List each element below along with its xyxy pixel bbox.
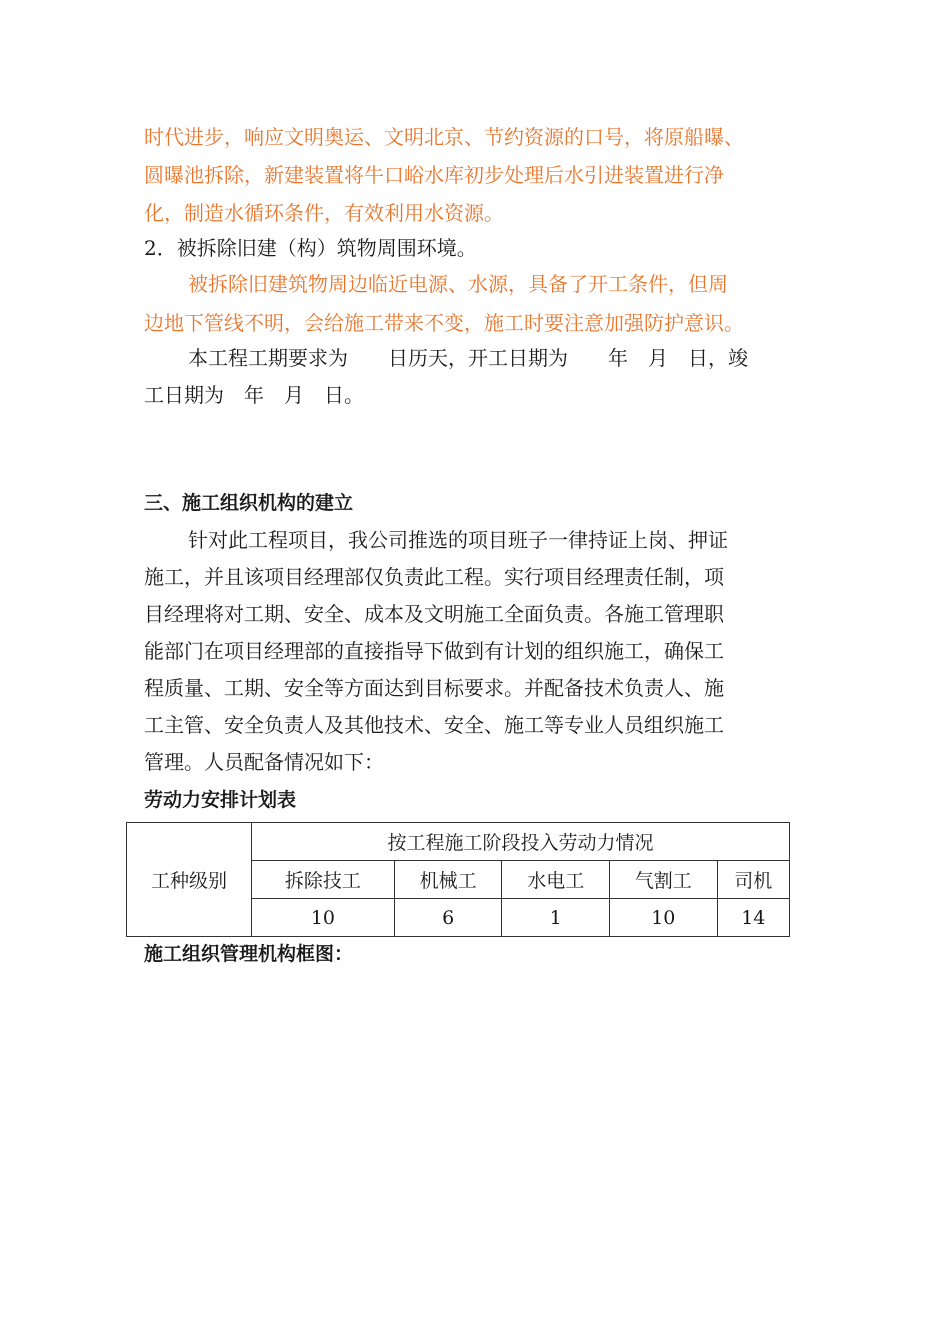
paragraph-line: 工主管、安全负责人及其他技术、安全、施工等专业人员组织施工 bbox=[144, 713, 724, 737]
paragraph-line: 目经理将对工期、安全、成本及文明施工全面负责。各施工管理职 bbox=[144, 602, 724, 626]
section-heading: 三、施工组织机构的建立 bbox=[144, 492, 354, 514]
labor-plan-table bbox=[126, 822, 790, 937]
paragraph-line: 管理。人员配备情况如下： bbox=[144, 750, 384, 774]
paragraph-line: 工日期为 年 月 日。 bbox=[144, 383, 364, 407]
value-cell: 10 bbox=[610, 899, 718, 937]
value-cell: 6 bbox=[394, 899, 502, 937]
paragraph-line: 圆曝池拆除，新建装置将牛口峪水库初步处理后水引进装置进行净 bbox=[144, 163, 724, 187]
paragraph-line: 边地下管线不明，会给施工带来不变，施工时要注意加强防护意识。 bbox=[144, 311, 744, 335]
chart-heading: 施工组织管理机构框图： bbox=[144, 943, 354, 965]
paragraph-line: 能部门在项目经理部的直接指导下做到有计划的组织施工，确保工 bbox=[144, 639, 724, 663]
table-title: 劳动力安排计划表 bbox=[144, 789, 297, 811]
column-header-cell: 拆除技工 bbox=[252, 861, 395, 899]
column-header-cell: 水电工 bbox=[502, 861, 610, 899]
paragraph-line: 针对此工程项目，我公司推选的项目班子一律持证上岗、押证 bbox=[188, 528, 728, 552]
list-item-2: 2．被拆除旧建（构）筑物周围环境。 bbox=[144, 236, 477, 260]
paragraph-line: 时代进步，响应文明奥运、文明北京、节约资源的口号，将原船曝、 bbox=[144, 125, 744, 149]
column-header-cell: 气割工 bbox=[610, 861, 718, 899]
table-row bbox=[127, 823, 790, 861]
paragraph-line: 被拆除旧建筑物周边临近电源、水源，具备了开工条件，但周 bbox=[188, 272, 728, 296]
value-cell: 10 bbox=[252, 899, 395, 937]
value-cell: 14 bbox=[717, 899, 789, 937]
paragraph-line: 程质量、工期、安全等方面达到目标要求。并配备技术负责人、施 bbox=[144, 676, 724, 700]
paragraph-line: 本工程工期要求为 日历天，开工日期为 年 月 日，竣 bbox=[188, 346, 748, 370]
column-header-cell: 司机 bbox=[717, 861, 789, 899]
column-header-cell: 机械工 bbox=[394, 861, 502, 899]
row-header-cell: 工种级别 bbox=[127, 823, 252, 937]
paragraph-line: 化，制造水循环条件，有效利用水资源。 bbox=[144, 201, 504, 225]
group-header-cell: 按工程施工阶段投入劳动力情况 bbox=[252, 823, 790, 861]
paragraph-line: 施工，并且该项目经理部仅负责此工程。实行项目经理责任制，项 bbox=[144, 565, 724, 589]
value-cell: 1 bbox=[502, 899, 610, 937]
